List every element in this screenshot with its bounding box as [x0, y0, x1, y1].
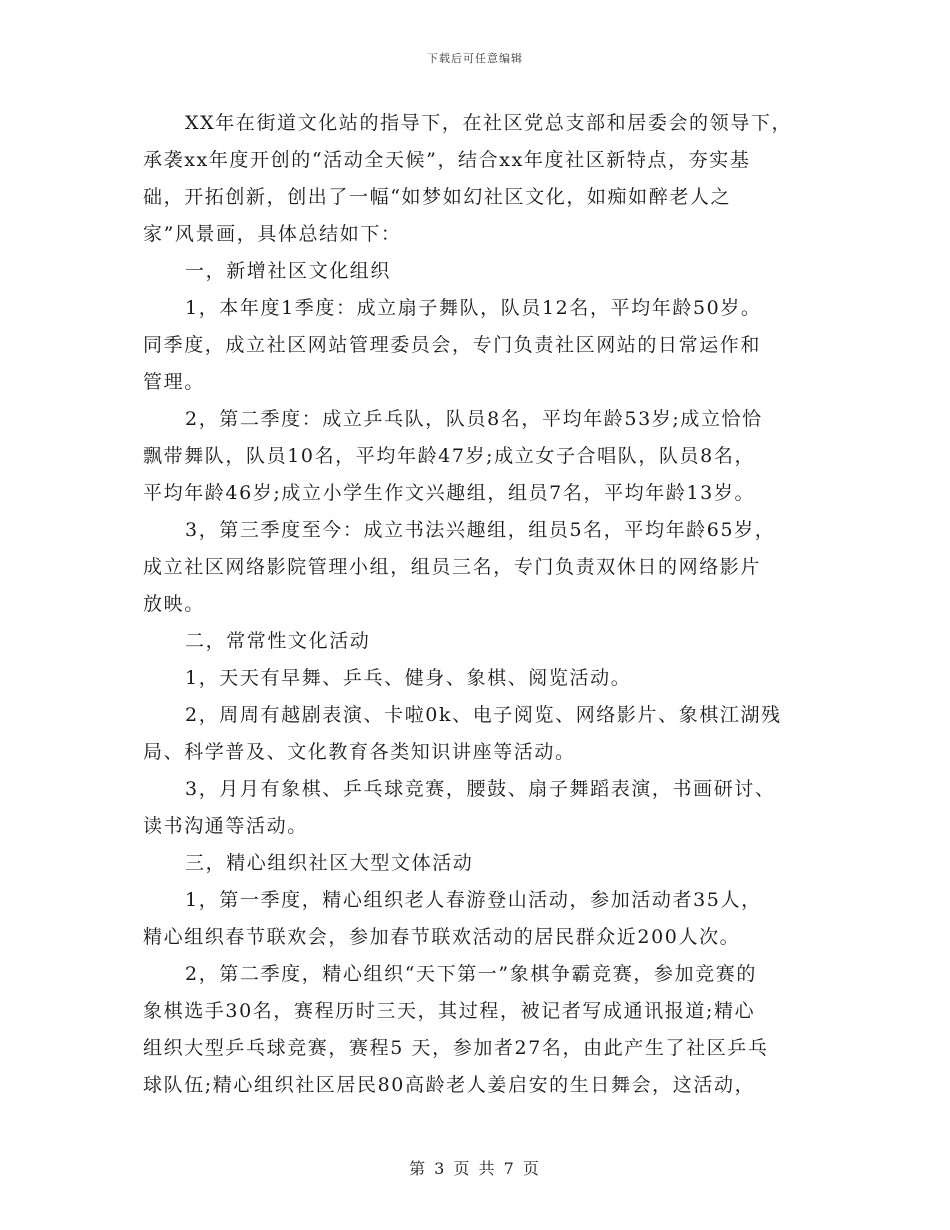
- text-line: 象棋选手30名，赛程历时三天，其过程，被记者写成通讯报道;精心: [143, 1000, 756, 1022]
- text-line: 3，月月有象棋、乒乓球竞赛，腰鼓、扇子舞蹈表演，书画研讨、: [185, 778, 776, 800]
- text-line: 2，第二季度：成立乒乓队，队员8名，平均年龄53岁;成立恰恰: [185, 408, 763, 430]
- text-line: 成立社区网络影院管理小组，组员三名，专门负责双休日的网络影片: [143, 556, 762, 578]
- text-line: 1，第一季度，精心组织老人春游登山活动，参加活动者35人，: [185, 889, 762, 911]
- text-line: 三，精心组织社区大型文体活动: [185, 852, 474, 874]
- text-line: 飘带舞队，队员10名，平均年龄47岁;成立女子合唱队，队员8名，: [143, 445, 756, 467]
- text-line: 同季度，成立社区网站管理委员会，专门负责社区网站的日常运作和: [143, 334, 762, 356]
- text-line: 平均年龄46岁;成立小学生作文兴趣组，组员7名，平均年龄13岁。: [143, 482, 756, 504]
- page-header: 下载后可任意编辑: [427, 52, 523, 65]
- text-line: 管理。: [143, 371, 205, 393]
- text-line: 家”风景画，具体总结如下：: [143, 223, 402, 245]
- document-body: [143, 105, 815, 1104]
- text-line: 局、科学普及、文化教育各类知识讲座等活动。: [143, 741, 576, 763]
- page-footer: 第 3 页 共 7 页: [409, 1159, 541, 1178]
- text-line: XX年在街道文化站的指导下，在社区党总支部和居委会的领导下，: [185, 112, 793, 134]
- text-line: 1，天天有早舞、乒乓、健身、象棋、阅览活动。: [185, 667, 632, 689]
- text-line: 组织大型乒乓球竞赛，赛程5 天，参加者27名，由此产生了社区乒乓: [143, 1037, 769, 1059]
- text-line: 2，第二季度，精心组织“天下第一”象棋争霸竞赛，参加竞赛的: [185, 963, 757, 985]
- text-line: 1，本年度1季度：成立扇子舞队，队员12名，平均年龄50岁。: [185, 297, 762, 319]
- text-line: 精心组织春节联欢会，参加春节联欢活动的居民群众近200人次。: [143, 926, 741, 948]
- text-line: 二，常常性文化活动: [185, 630, 371, 652]
- text-line: 3，第三季度至今：成立书法兴趣组，组员5名，平均年龄65岁，: [185, 519, 776, 541]
- text-line: 一，新增社区文化组织: [185, 260, 392, 282]
- text-line: 础，开拓创新，创出了一幅“如梦如幻社区文化，如痴如醉老人之: [143, 186, 732, 208]
- text-line: 读书沟通等活动。: [143, 815, 308, 837]
- text-line: 放映。: [143, 593, 205, 615]
- text-line: 2，周周有越剧表演、卡啦0k、电子阅览、网络影片、象棋江湖残: [185, 704, 782, 726]
- text-line: 球队伍;精心组织社区居民80高龄老人姜启安的生日舞会，这活动，: [143, 1074, 756, 1096]
- text-line: 承袭xx年度开创的“活动全天候”，结合xx年度社区新特点，夯实基: [143, 149, 751, 171]
